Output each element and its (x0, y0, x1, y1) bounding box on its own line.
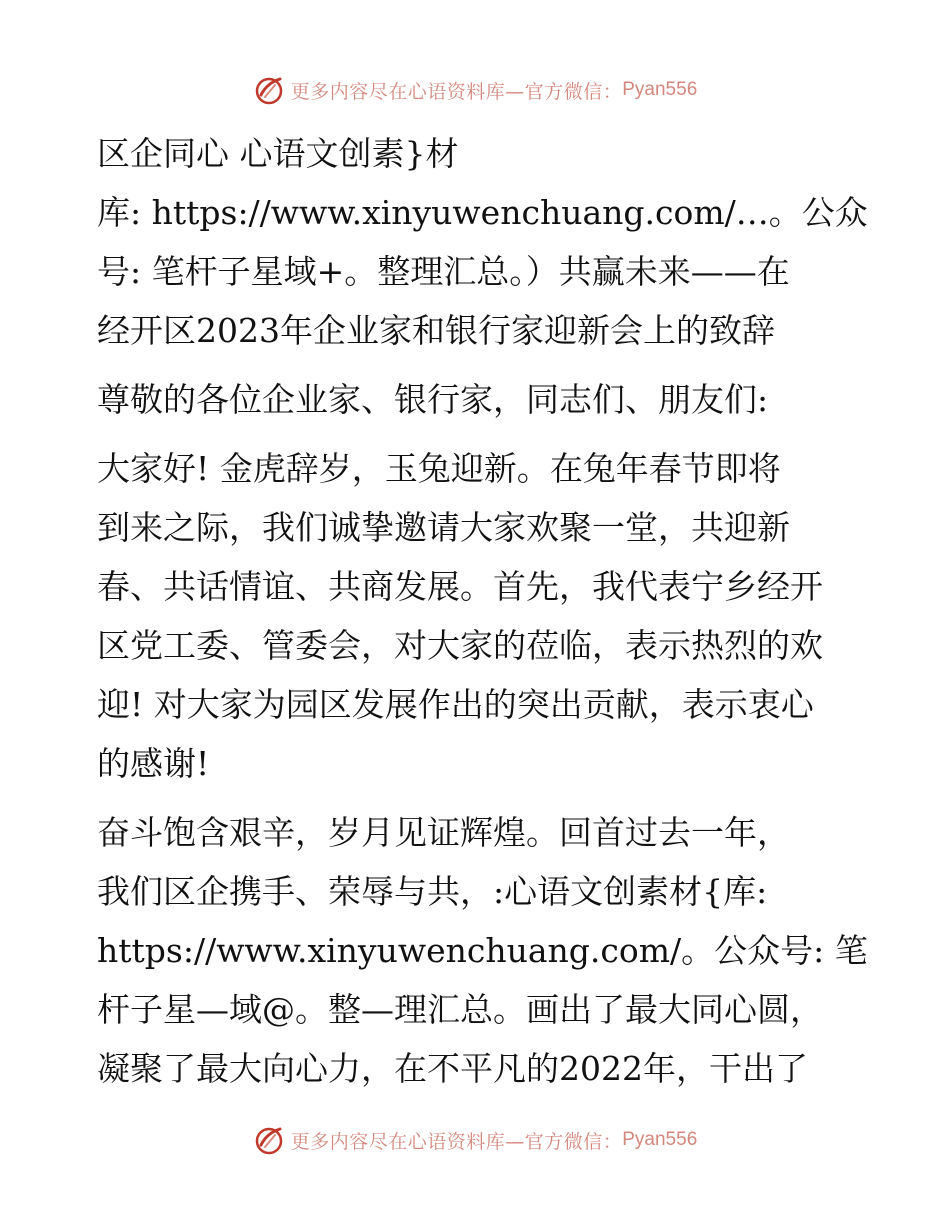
brush-logo-icon (253, 1123, 287, 1157)
text-line: 号: 笔杆子星域+。整理汇总。）共赢未来——在 (97, 252, 790, 291)
text-line: 尊敬的各位企业家、银行家，同志们、朋友们: (97, 380, 769, 419)
text-line: 我们区企携手、荣辱与共，:心语文创素材{库: (97, 872, 768, 911)
text-line: 的感谢! (97, 744, 210, 783)
text-line: https://www.xinyuwenchuang.com/。公众号: 笔 (97, 931, 868, 970)
text-line: 杆子星—域@。整—理汇总。画出了最大同心圆， (97, 990, 823, 1029)
watermark-handle: Pyan556 (622, 79, 698, 100)
paragraph-salutation (97, 370, 857, 429)
watermark-banner-top (0, 70, 950, 110)
text-line: 区党工委、管委会，对大家的莅临，表示热烈的欢 (97, 626, 823, 665)
text-line: 大家好! 金虎辞岁，玉兔迎新。在兔年春节即将 (97, 449, 781, 488)
text-line: 春、共话情谊、共商发展。首先，我代表宁乡经开 (97, 567, 823, 606)
text-line: 到来之际，我们诚挚邀请大家欢聚一堂，共迎新 (97, 508, 790, 547)
text-line: 迎! 对大家为园区发展作出的突出贡献，表示衷心 (97, 685, 814, 724)
paragraph-title (97, 124, 868, 360)
text-line: 凝聚了最大向心力，在不平凡的2022年，干出了 (97, 1049, 808, 1088)
text-line: 区企同心 心语文创素}材 (97, 134, 459, 173)
document-body (97, 124, 868, 1108)
watermark-text: 更多内容尽在心语资料库—官方微信： (290, 80, 623, 103)
brush-logo-icon (253, 73, 287, 107)
text-line: 奋斗饱含艰辛，岁月见证辉煌。回首过去一年， (97, 813, 790, 852)
paragraph-review (97, 803, 868, 1098)
watermark-text: 更多内容尽在心语资料库—官方微信： (290, 1130, 623, 1153)
text-line: 库: https://www.xinyuwenchuang.com/…。公众 (97, 193, 868, 232)
watermark-handle: Pyan556 (622, 1129, 698, 1150)
text-line: 经开区2023年企业家和银行家迎新会上的致辞 (97, 311, 775, 350)
paragraph-greeting (97, 439, 857, 793)
watermark-banner-bottom (0, 1120, 950, 1160)
